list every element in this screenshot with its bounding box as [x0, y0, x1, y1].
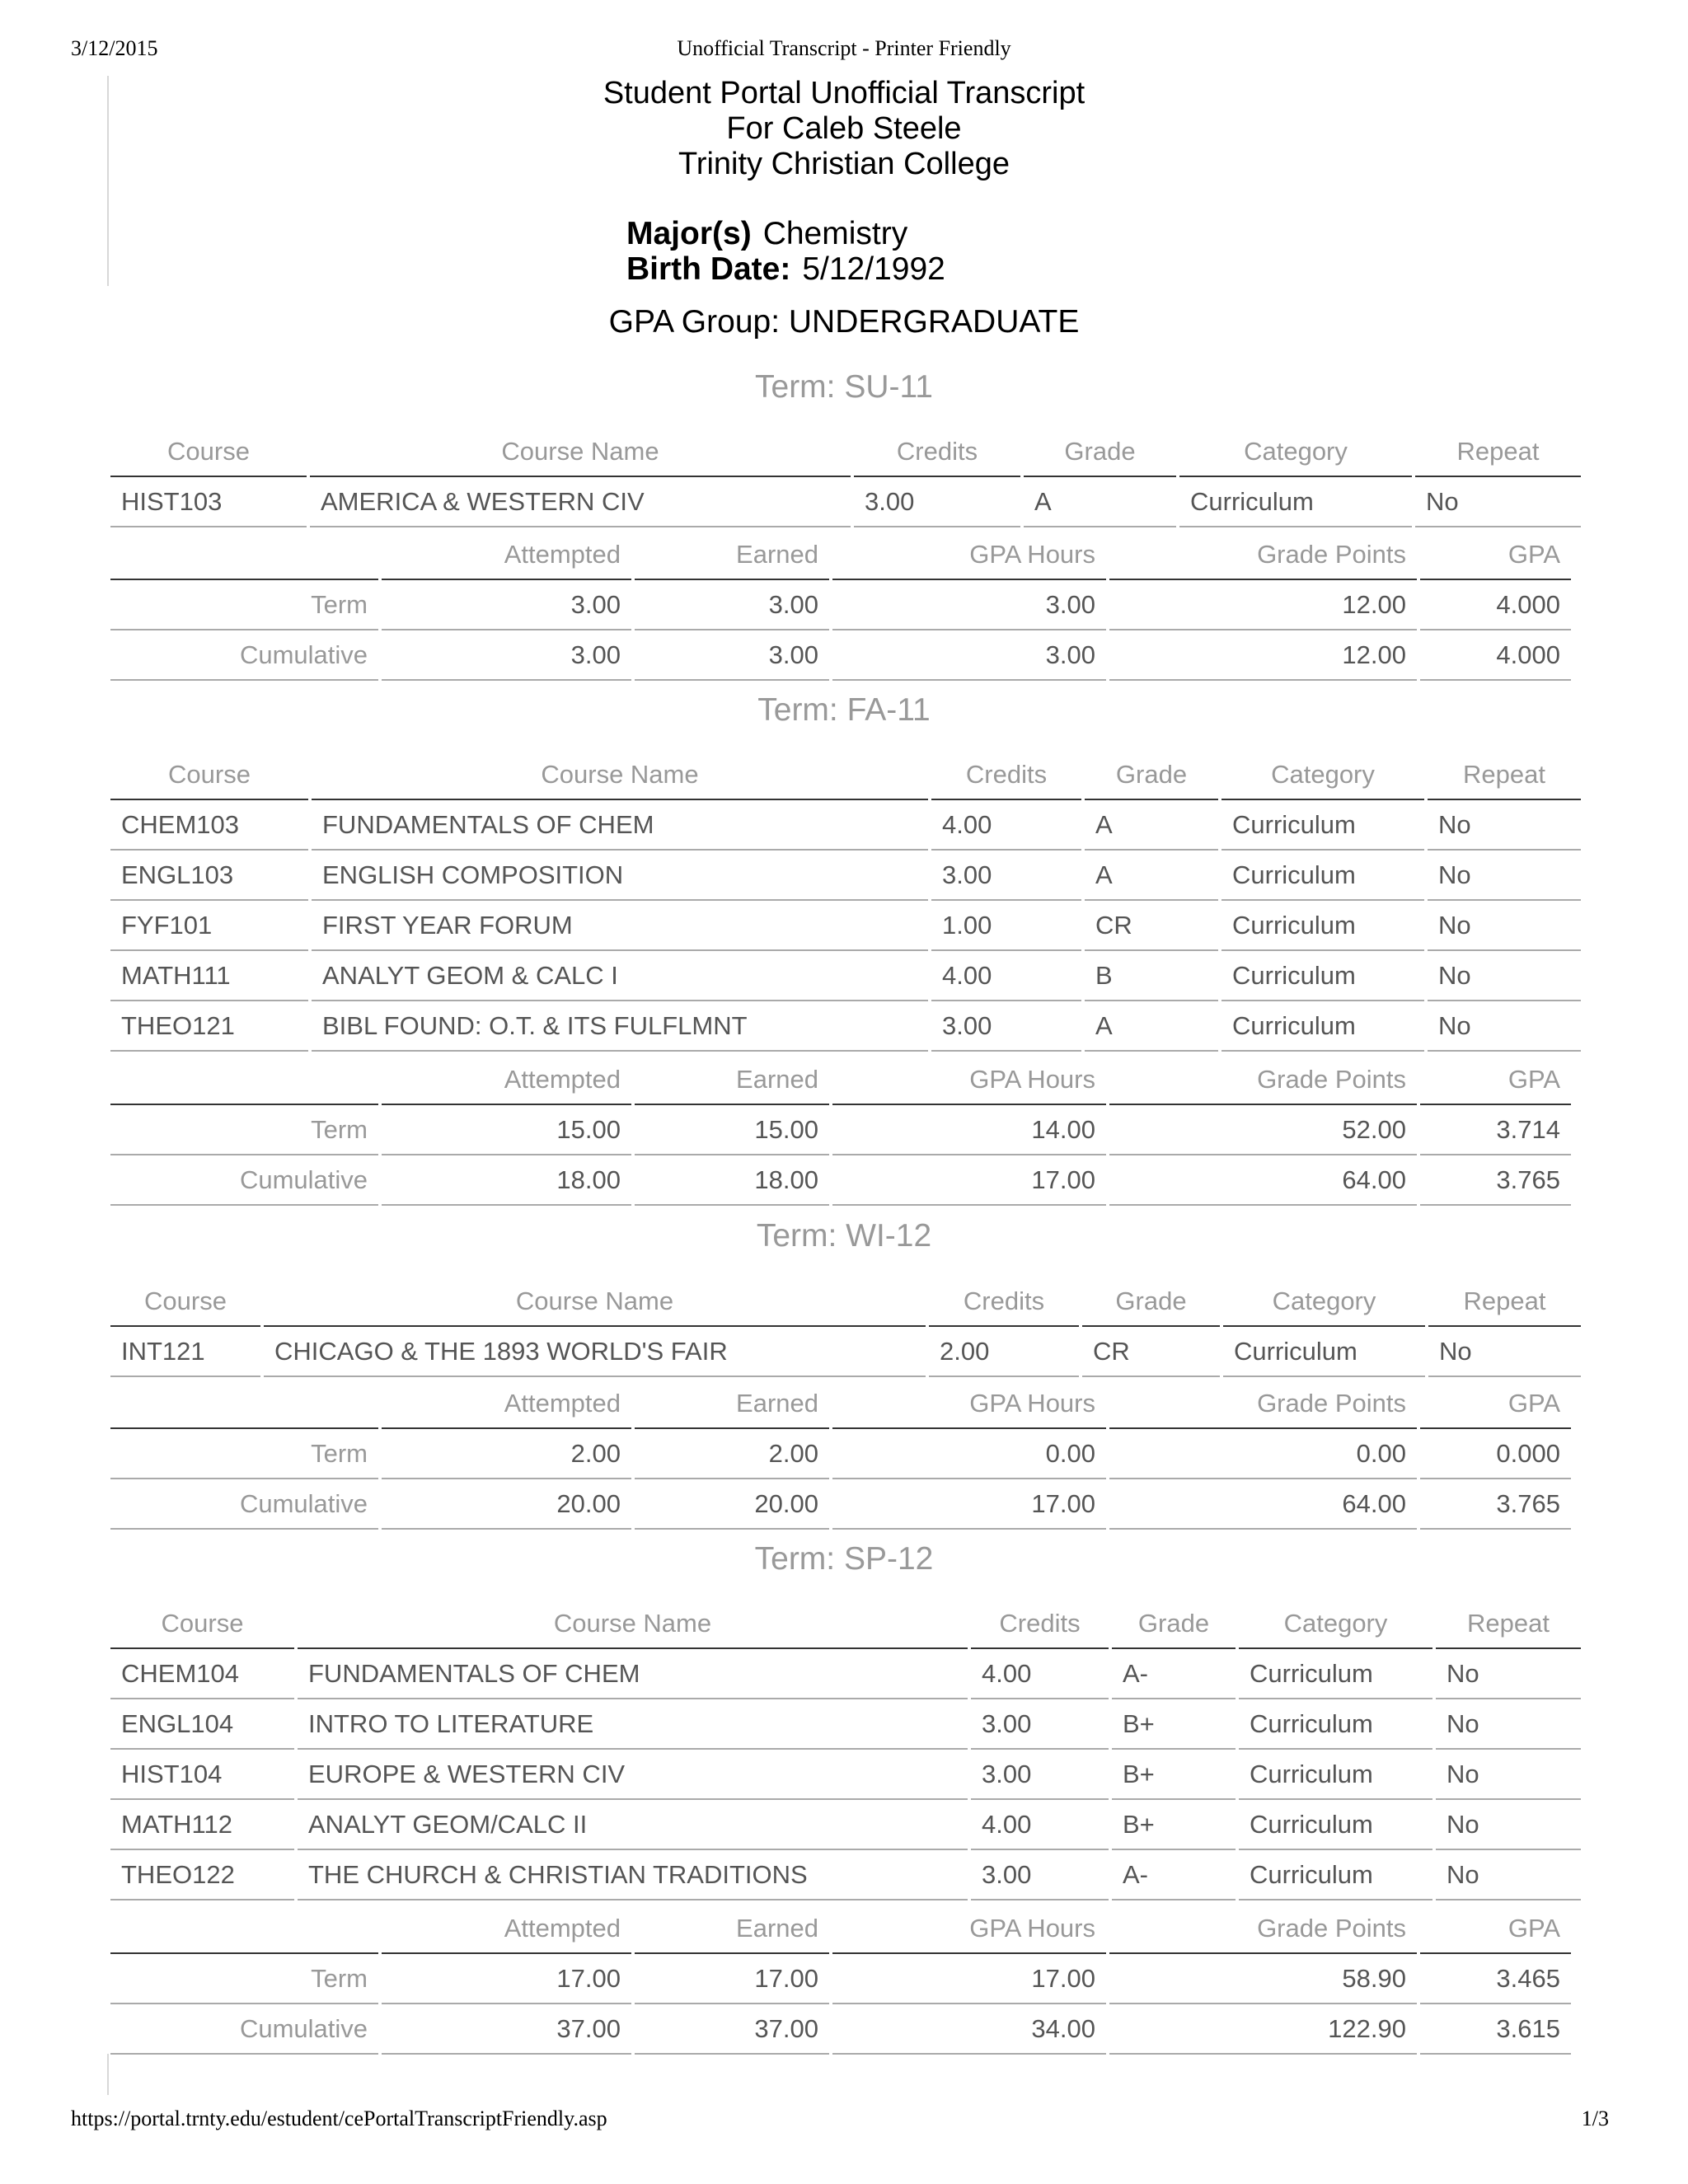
- table-header-row: [110, 750, 1581, 800]
- table-header-row: [110, 1277, 1581, 1327]
- transcript-heading: [0, 76, 1688, 182]
- summary-header-gpa: GPA: [1420, 1904, 1571, 1954]
- course-code: HIST104: [110, 1750, 294, 1800]
- course-grade: CR: [1085, 901, 1218, 951]
- course-grade: B+: [1112, 1750, 1236, 1800]
- gpa-value: 3.465: [1420, 1954, 1571, 2004]
- course-category: Curriculum: [1221, 901, 1424, 951]
- course-name: INTRO TO LITERATURE: [298, 1699, 968, 1750]
- course-code: CHEM103: [110, 800, 308, 851]
- grade-points-value: 122.90: [1109, 2004, 1417, 2055]
- summary-header-grade-points: Grade Points: [1109, 1379, 1417, 1429]
- course-grade: CR: [1082, 1327, 1220, 1377]
- course-table: [107, 427, 1584, 527]
- summary-row-label: Cumulative: [110, 2004, 378, 2055]
- gpa-hours-value: 17.00: [832, 1954, 1106, 2004]
- course-category: Curriculum: [1239, 1850, 1432, 1900]
- major-line: [626, 216, 907, 252]
- course-credits: 3.00: [931, 851, 1081, 901]
- gpa-hours-value: 14.00: [832, 1105, 1106, 1155]
- earned-value: 20.00: [635, 1479, 829, 1530]
- column-header-course-name: Course Name: [312, 750, 928, 800]
- column-header-course: Course: [110, 427, 307, 477]
- summary-header-gpa: GPA: [1420, 530, 1571, 580]
- course-repeat: No: [1428, 951, 1581, 1001]
- cumulative-summary-row: [110, 2004, 1571, 2055]
- course-credits: 3.00: [971, 1750, 1109, 1800]
- course-credits: 3.00: [931, 1001, 1081, 1052]
- term-summary-table: [107, 530, 1574, 681]
- summary-row-label: Term: [110, 1429, 378, 1479]
- summary-header-gpa-hours: GPA Hours: [832, 530, 1106, 580]
- major-value: Chemistry: [762, 216, 908, 251]
- term-title: Term: FA-11: [757, 692, 931, 728]
- summary-header-attempted: Attempted: [382, 1379, 631, 1429]
- summary-header-grade-points: Grade Points: [1109, 1904, 1417, 1954]
- course-category: Curriculum: [1223, 1327, 1425, 1377]
- course-name: THE CHURCH & CHRISTIAN TRADITIONS: [298, 1850, 968, 1900]
- column-header-grade: Grade: [1082, 1277, 1220, 1327]
- print-title: Unofficial Transcript - Printer Friendly: [677, 36, 1011, 60]
- summary-header-gpa: GPA: [1420, 1055, 1571, 1105]
- column-header-course-name: Course Name: [298, 1599, 968, 1649]
- column-header-credits: Credits: [931, 750, 1081, 800]
- column-header-course: Course: [110, 1277, 260, 1327]
- course-grade: B: [1085, 951, 1218, 1001]
- course-row: [110, 800, 1581, 851]
- course-table: [107, 1277, 1584, 1377]
- summary-header-gpa-hours: GPA Hours: [832, 1904, 1106, 1954]
- course-row: [110, 1750, 1581, 1800]
- course-grade: B+: [1112, 1800, 1236, 1850]
- print-page-number: 1/3: [1581, 2107, 1609, 2130]
- course-credits: 2.00: [929, 1327, 1079, 1377]
- course-code: MATH111: [110, 951, 308, 1001]
- column-header-grade: Grade: [1085, 750, 1218, 800]
- gpa-value: 4.000: [1420, 630, 1571, 681]
- gpa-hours-value: 17.00: [832, 1479, 1106, 1530]
- course-credits: 3.00: [854, 477, 1020, 527]
- summary-header-blank: [110, 1904, 378, 1954]
- term-summary-row: [110, 580, 1571, 630]
- column-header-credits: Credits: [929, 1277, 1079, 1327]
- earned-value: 37.00: [635, 2004, 829, 2055]
- course-grade: A: [1085, 851, 1218, 901]
- attempted-value: 15.00: [382, 1105, 631, 1155]
- summary-header-earned: Earned: [635, 1055, 829, 1105]
- attempted-value: 3.00: [382, 580, 631, 630]
- gpa-group: GPA Group: UNDERGRADUATE: [608, 304, 1080, 340]
- table-header-row: [110, 1599, 1581, 1649]
- course-code: THEO122: [110, 1850, 294, 1900]
- course-category: Curriculum: [1221, 951, 1424, 1001]
- gpa-hours-value: 0.00: [832, 1429, 1106, 1479]
- course-category: Curriculum: [1239, 1800, 1432, 1850]
- earned-value: 18.00: [635, 1155, 829, 1206]
- gpa-value: 4.000: [1420, 580, 1571, 630]
- course-repeat: No: [1436, 1750, 1581, 1800]
- course-category: Curriculum: [1239, 1699, 1432, 1750]
- column-header-grade: Grade: [1024, 427, 1176, 477]
- column-header-grade: Grade: [1112, 1599, 1236, 1649]
- grade-points-value: 64.00: [1109, 1479, 1417, 1530]
- term-summary-row: [110, 1954, 1571, 2004]
- gpa-value: 0.000: [1420, 1429, 1571, 1479]
- course-name: FIRST YEAR FORUM: [312, 901, 928, 951]
- course-credits: 1.00: [931, 901, 1081, 951]
- summary-header-blank: [110, 1379, 378, 1429]
- attempted-value: 17.00: [382, 1954, 631, 2004]
- course-name: EUROPE & WESTERN CIV: [298, 1750, 968, 1800]
- column-header-repeat: Repeat: [1428, 750, 1581, 800]
- column-header-course-name: Course Name: [264, 1277, 926, 1327]
- grade-points-value: 0.00: [1109, 1429, 1417, 1479]
- gpa-value: 3.714: [1420, 1105, 1571, 1155]
- gpa-value: 3.765: [1420, 1479, 1571, 1530]
- term-summary-row: [110, 1105, 1571, 1155]
- term-title: Term: WI-12: [756, 1218, 932, 1254]
- grade-points-value: 64.00: [1109, 1155, 1417, 1206]
- summary-row-label: Cumulative: [110, 1479, 378, 1530]
- course-name: FUNDAMENTALS OF CHEM: [312, 800, 928, 851]
- summary-header-row: [110, 530, 1571, 580]
- attempted-value: 18.00: [382, 1155, 631, 1206]
- course-name: ANALYT GEOM & CALC I: [312, 951, 928, 1001]
- gpa-hours-value: 17.00: [832, 1155, 1106, 1206]
- course-category: Curriculum: [1239, 1750, 1432, 1800]
- course-category: Curriculum: [1221, 851, 1424, 901]
- course-category: Curriculum: [1179, 477, 1412, 527]
- course-name: BIBL FOUND: O.T. & ITS FULFLMNT: [312, 1001, 928, 1052]
- summary-row-label: Term: [110, 1954, 378, 2004]
- gpa-value: 3.615: [1420, 2004, 1571, 2055]
- course-name: FUNDAMENTALS OF CHEM: [298, 1649, 968, 1699]
- column-header-course-name: Course Name: [310, 427, 851, 477]
- course-credits: 4.00: [931, 951, 1081, 1001]
- summary-header-gpa-hours: GPA Hours: [832, 1055, 1106, 1105]
- course-category: Curriculum: [1221, 800, 1424, 851]
- summary-header-gpa: GPA: [1420, 1379, 1571, 1429]
- grade-points-value: 12.00: [1109, 580, 1417, 630]
- earned-value: 3.00: [635, 630, 829, 681]
- course-code: ENGL103: [110, 851, 308, 901]
- summary-header-row: [110, 1904, 1571, 1954]
- course-code: CHEM104: [110, 1649, 294, 1699]
- grade-points-value: 12.00: [1109, 630, 1417, 681]
- course-row: [110, 951, 1581, 1001]
- course-name: AMERICA & WESTERN CIV: [310, 477, 851, 527]
- attempted-value: 37.00: [382, 2004, 631, 2055]
- earned-value: 17.00: [635, 1954, 829, 2004]
- course-repeat: No: [1436, 1699, 1581, 1750]
- course-code: MATH112: [110, 1800, 294, 1850]
- attempted-value: 3.00: [382, 630, 631, 681]
- gpa-hours-value: 34.00: [832, 2004, 1106, 2055]
- course-code: FYF101: [110, 901, 308, 951]
- course-table: [107, 750, 1584, 1052]
- course-repeat: No: [1436, 1649, 1581, 1699]
- course-credits: 3.00: [971, 1850, 1109, 1900]
- summary-header-row: [110, 1055, 1571, 1105]
- course-repeat: No: [1436, 1850, 1581, 1900]
- summary-header-row: [110, 1379, 1571, 1429]
- cumulative-summary-row: [110, 1155, 1571, 1206]
- summary-header-gpa-hours: GPA Hours: [832, 1379, 1106, 1429]
- course-code: HIST103: [110, 477, 307, 527]
- divider-line: [107, 2054, 109, 2095]
- gpa-hours-value: 3.00: [832, 580, 1106, 630]
- course-grade: A: [1085, 800, 1218, 851]
- course-repeat: No: [1428, 800, 1581, 851]
- course-row: [110, 1699, 1581, 1750]
- summary-row-label: Term: [110, 580, 378, 630]
- term-title: Term: SU-11: [755, 369, 933, 405]
- course-name: ENGLISH COMPOSITION: [312, 851, 928, 901]
- course-repeat: No: [1415, 477, 1581, 527]
- summary-header-blank: [110, 1055, 378, 1105]
- birth-date-line: [626, 251, 945, 288]
- course-credits: 4.00: [971, 1800, 1109, 1850]
- column-header-course: Course: [110, 750, 308, 800]
- attempted-value: 2.00: [382, 1429, 631, 1479]
- term-title: Term: SP-12: [754, 1541, 934, 1577]
- course-grade: B+: [1112, 1699, 1236, 1750]
- column-header-credits: Credits: [854, 427, 1020, 477]
- course-repeat: No: [1428, 1001, 1581, 1052]
- column-header-repeat: Repeat: [1415, 427, 1581, 477]
- page-title: Student Portal Unofficial Transcript: [603, 76, 1085, 110]
- course-row: [110, 1649, 1581, 1699]
- course-credits: 3.00: [971, 1699, 1109, 1750]
- course-row: [110, 1850, 1581, 1900]
- course-repeat: No: [1428, 1327, 1581, 1377]
- earned-value: 3.00: [635, 580, 829, 630]
- summary-header-grade-points: Grade Points: [1109, 530, 1417, 580]
- college-name: Trinity Christian College: [678, 147, 1010, 181]
- student-name: For Caleb Steele: [726, 111, 962, 146]
- course-table: [107, 1599, 1584, 1900]
- summary-header-blank: [110, 530, 378, 580]
- birth-date-label: Birth Date:: [626, 251, 791, 287]
- course-row: [110, 477, 1581, 527]
- course-repeat: No: [1428, 851, 1581, 901]
- course-grade: A: [1085, 1001, 1218, 1052]
- summary-header-earned: Earned: [635, 1379, 829, 1429]
- course-category: Curriculum: [1221, 1001, 1424, 1052]
- summary-row-label: Cumulative: [110, 1155, 378, 1206]
- cumulative-summary-row: [110, 630, 1571, 681]
- course-grade: A-: [1112, 1850, 1236, 1900]
- summary-header-earned: Earned: [635, 1904, 829, 1954]
- earned-value: 15.00: [635, 1105, 829, 1155]
- summary-row-label: Cumulative: [110, 630, 378, 681]
- column-header-category: Category: [1239, 1599, 1432, 1649]
- course-code: INT121: [110, 1327, 260, 1377]
- course-row: [110, 1800, 1581, 1850]
- gpa-hours-value: 3.00: [832, 630, 1106, 681]
- course-row: [110, 1001, 1581, 1052]
- summary-header-grade-points: Grade Points: [1109, 1055, 1417, 1105]
- column-header-category: Category: [1223, 1277, 1425, 1327]
- term-summary-row: [110, 1429, 1571, 1479]
- summary-header-attempted: Attempted: [382, 1055, 631, 1105]
- gpa-value: 3.765: [1420, 1155, 1571, 1206]
- course-repeat: No: [1428, 901, 1581, 951]
- summary-row-label: Term: [110, 1105, 378, 1155]
- column-header-credits: Credits: [971, 1599, 1109, 1649]
- column-header-category: Category: [1179, 427, 1412, 477]
- table-header-row: [110, 427, 1581, 477]
- grade-points-value: 52.00: [1109, 1105, 1417, 1155]
- column-header-category: Category: [1221, 750, 1424, 800]
- print-url: https://portal.trnty.edu/estudent/cePortalTranscriptFriendly.asp: [71, 2107, 607, 2130]
- earned-value: 2.00: [635, 1429, 829, 1479]
- course-row: [110, 1327, 1581, 1377]
- term-summary-table: [107, 1904, 1574, 2055]
- course-row: [110, 901, 1581, 951]
- term-summary-table: [107, 1055, 1574, 1206]
- summary-header-attempted: Attempted: [382, 530, 631, 580]
- course-category: Curriculum: [1239, 1649, 1432, 1699]
- course-repeat: No: [1436, 1800, 1581, 1850]
- attempted-value: 20.00: [382, 1479, 631, 1530]
- course-code: ENGL104: [110, 1699, 294, 1750]
- birth-date-value: 5/12/1992: [802, 251, 945, 287]
- course-credits: 4.00: [971, 1649, 1109, 1699]
- summary-header-earned: Earned: [635, 530, 829, 580]
- column-header-repeat: Repeat: [1436, 1599, 1581, 1649]
- print-date: 3/12/2015: [71, 36, 158, 60]
- major-label: Major(s): [626, 216, 752, 251]
- course-name: CHICAGO & THE 1893 WORLD'S FAIR: [264, 1327, 926, 1377]
- term-summary-table: [107, 1379, 1574, 1530]
- summary-header-attempted: Attempted: [382, 1904, 631, 1954]
- column-header-course: Course: [110, 1599, 294, 1649]
- course-credits: 4.00: [931, 800, 1081, 851]
- course-grade: A-: [1112, 1649, 1236, 1699]
- course-grade: A: [1024, 477, 1176, 527]
- course-code: THEO121: [110, 1001, 308, 1052]
- column-header-repeat: Repeat: [1428, 1277, 1581, 1327]
- grade-points-value: 58.90: [1109, 1954, 1417, 2004]
- course-name: ANALYT GEOM/CALC II: [298, 1800, 968, 1850]
- cumulative-summary-row: [110, 1479, 1571, 1530]
- course-row: [110, 851, 1581, 901]
